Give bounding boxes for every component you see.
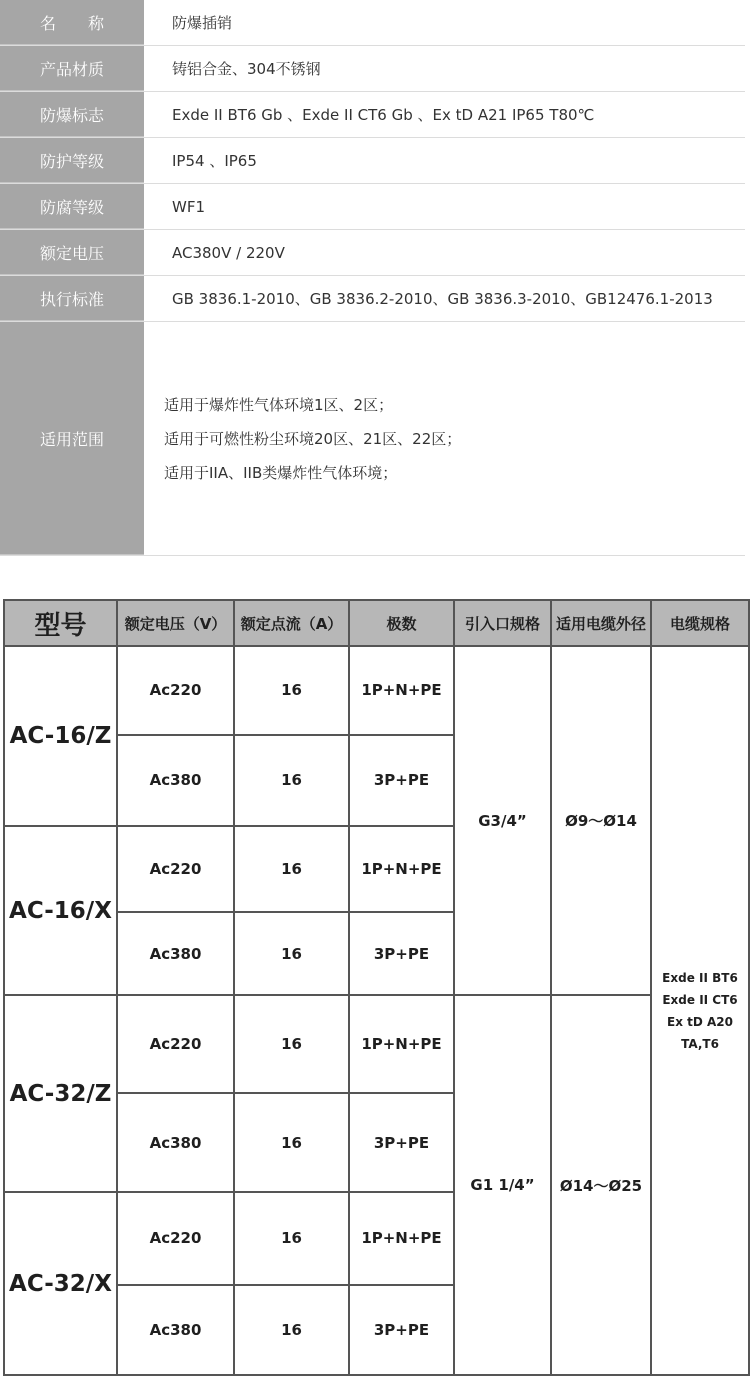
cable-od-cell: Ø9～Ø14 bbox=[551, 646, 651, 995]
current-cell: 16 bbox=[234, 995, 349, 1092]
spec-row-corrosion bbox=[0, 184, 745, 230]
current-cell: 16 bbox=[234, 826, 349, 912]
spec-label: 名 称 bbox=[0, 0, 144, 45]
spec-row-scope bbox=[0, 322, 745, 556]
spec-value: 铸铝合金、304不锈钢 bbox=[144, 46, 745, 91]
scope-line: 适用于爆炸性气体环境1区、2区； bbox=[164, 395, 394, 414]
voltage-cell: Ac380 bbox=[117, 1285, 234, 1375]
poles-cell: 3P+PE bbox=[349, 1285, 454, 1375]
cable-spec-cell bbox=[651, 646, 749, 1375]
scope-line: 适用于可燃性粉尘环境20区、21区、22区； bbox=[164, 429, 462, 448]
header-current: 额定点流（A） bbox=[234, 600, 349, 646]
cable-spec-line: Exde II BT6 bbox=[662, 970, 738, 985]
poles-cell: 3P+PE bbox=[349, 1093, 454, 1192]
table-header bbox=[4, 600, 749, 646]
spec-table bbox=[0, 0, 745, 556]
spec-label: 适用范围 bbox=[0, 322, 144, 555]
spec-label: 产品材质 bbox=[0, 46, 144, 91]
current-cell: 16 bbox=[234, 912, 349, 995]
spec-label: 防腐等级 bbox=[0, 184, 144, 229]
poles-cell: 1P+N+PE bbox=[349, 646, 454, 734]
poles-cell: 1P+N+PE bbox=[349, 1192, 454, 1284]
current-cell: 16 bbox=[234, 1093, 349, 1192]
spec-value: WF1 bbox=[144, 184, 745, 229]
voltage-cell: Ac380 bbox=[117, 912, 234, 995]
cable-spec-line: Exde II CT6 bbox=[662, 992, 738, 1007]
header-cable-spec: 电缆规格 bbox=[651, 600, 749, 646]
poles-cell: 1P+N+PE bbox=[349, 826, 454, 912]
spec-row-material bbox=[0, 46, 745, 92]
spec-value: GB 3836.1-2010、GB 3836.2-2010、GB 3836.3-2010、GB12476.1-2013 bbox=[144, 276, 745, 321]
current-cell: 16 bbox=[234, 735, 349, 826]
current-cell: 16 bbox=[234, 1285, 349, 1375]
cable-spec-line: Ex tD A20 TA,T6 bbox=[667, 1014, 733, 1051]
current-cell: 16 bbox=[234, 646, 349, 734]
voltage-cell: Ac220 bbox=[117, 646, 234, 734]
spec-value: IP54 、IP65 bbox=[144, 138, 745, 183]
cable-od-cell: Ø14～Ø25 bbox=[551, 995, 651, 1375]
spec-row-voltage bbox=[0, 230, 745, 276]
spec-value: AC380V / 220V bbox=[144, 230, 745, 275]
header-voltage: 额定电压（V） bbox=[117, 600, 234, 646]
model-table bbox=[3, 599, 750, 1376]
spec-row-name bbox=[0, 0, 745, 46]
spec-value: 防爆插销 bbox=[144, 0, 745, 45]
scope-lines bbox=[144, 322, 745, 555]
model-name: AC-32/X bbox=[4, 1192, 117, 1375]
table-row bbox=[4, 646, 749, 734]
voltage-cell: Ac380 bbox=[117, 1093, 234, 1192]
spec-row-ex-mark bbox=[0, 92, 745, 138]
poles-cell: 3P+PE bbox=[349, 735, 454, 826]
header-poles: 极数 bbox=[349, 600, 454, 646]
voltage-cell: Ac220 bbox=[117, 1192, 234, 1284]
header-model: 型号 bbox=[4, 600, 117, 646]
header-inlet: 引入口规格 bbox=[454, 600, 551, 646]
spec-label: 执行标准 bbox=[0, 276, 144, 321]
header-cable-od: 适用电缆外径 bbox=[551, 600, 651, 646]
voltage-cell: Ac220 bbox=[117, 826, 234, 912]
scope-line: 适用于IIA、IIB类爆炸性气体环境； bbox=[164, 463, 398, 482]
poles-cell: 3P+PE bbox=[349, 912, 454, 995]
voltage-cell: Ac380 bbox=[117, 735, 234, 826]
spec-label: 防护等级 bbox=[0, 138, 144, 183]
inlet-cell: G1 1/4” bbox=[454, 995, 551, 1375]
spec-row-standard bbox=[0, 276, 745, 322]
spec-label: 额定电压 bbox=[0, 230, 144, 275]
spec-label: 防爆标志 bbox=[0, 92, 144, 137]
voltage-cell: Ac220 bbox=[117, 995, 234, 1092]
spec-value: Exde II BT6 Gb 、Exde II CT6 Gb 、Ex tD A21 IP65 T80℃ bbox=[144, 92, 745, 137]
model-name: AC-16/Z bbox=[4, 646, 117, 826]
table-row bbox=[4, 995, 749, 1092]
poles-cell: 1P+N+PE bbox=[349, 995, 454, 1092]
spec-row-ip-rating bbox=[0, 138, 745, 184]
model-name: AC-32/Z bbox=[4, 995, 117, 1192]
current-cell: 16 bbox=[234, 1192, 349, 1284]
model-name: AC-16/X bbox=[4, 826, 117, 996]
inlet-cell: G3/4” bbox=[454, 646, 551, 995]
